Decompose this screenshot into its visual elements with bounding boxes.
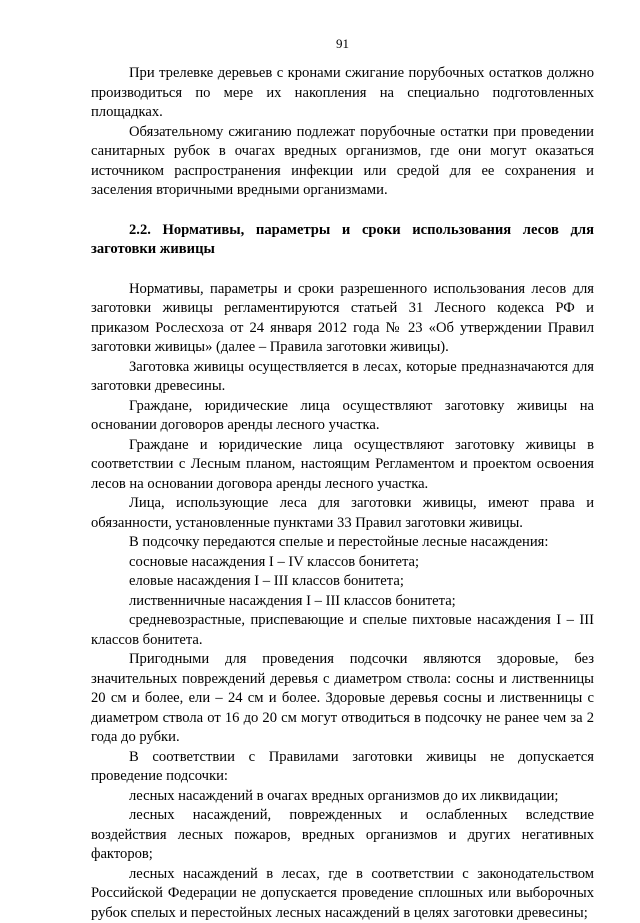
list-item: лесных насаждений в лесах, где в соответствии с законодательством Российской Федерации не допускается проведение сплошных или выборочных рубок спелых и перестойных лесных насаждений в целях заготовки древесины; (91, 865, 594, 923)
paragraph: Граждане и юридические лица осуществляют заготовку живицы в соответствии с Лесным планом, настоящим Регламентом и проектом освоения лесов на основании договора аренды лесного участка. (91, 436, 594, 495)
paragraph: В подсочку передаются спелые и перестойные лесные насаждения: (91, 533, 594, 553)
list-item: еловые насаждения I – III классов бонитета; (91, 572, 594, 592)
paragraph: Граждане, юридические лица осуществляют заготовку живицы на основании договоров аренды лесного участка. (91, 397, 594, 436)
paragraph: Нормативы, параметры и сроки разрешенного использования лесов для заготовки живицы регламентируются статьей 31 Лесного кодекса РФ и приказом Рослесхоза от 24 января 2012 года № 23 «Об утверждении Правил заготовки живицы» (далее – Правила заготовки живицы). (91, 280, 594, 358)
paragraph: Лица, использующие леса для заготовки живицы, имеют права и обязанности, установленные пунктами 33 Правил заготовки живицы. (91, 494, 594, 533)
list-item: лиственничные насаждения I – III классов бонитета; (91, 592, 594, 612)
paragraph: Пригодными для проведения подсочки являются здоровые, без значительных повреждений деревья с диаметром ствола: сосны и лиственницы 20 см и более, ели – 24 см и более. Здоровые деревья сосны и лиственницы с диаметром ствола от 16 до 20 см могут отводиться в подсочку не ранее чем за 2 года до рубки. (91, 650, 594, 748)
list-item: лесных насаждений в очагах вредных организмов до их ликвидации; (91, 787, 594, 807)
paragraph: Обязательному сжиганию подлежат порубочные остатки при проведении санитарных рубок в очагах вредных организмов, где они могут оказаться источником распространения инфекции или средой для ее сохранения и заселения вторичными вредными организмами. (91, 123, 594, 201)
list-item: средневозрастные, приспевающие и спелые пихтовые насаждения I – III классов бонитета. (91, 611, 594, 650)
paragraph: В соответствии с Правилами заготовки живицы не допускается проведение подсочки: (91, 748, 594, 787)
list-item: лесных насаждений, поврежденных и ослабленных вследствие воздействия лесных пожаров, вредных организмов и других негативных факторов; (91, 806, 594, 865)
page-number: 91 (91, 36, 594, 52)
paragraph: При трелевке деревьев с кронами сжигание порубочных остатков должно производиться по мере их накопления на специально подготовленных площадках. (91, 64, 594, 123)
section-heading: 2.2. Нормативы, параметры и сроки использования лесов для заготовки живицы (91, 221, 594, 260)
paragraph: Заготовка живицы осуществляется в лесах, которые предназначаются для заготовки древесины. (91, 358, 594, 397)
list-item: сосновые насаждения I – IV классов бонитета; (91, 553, 594, 573)
